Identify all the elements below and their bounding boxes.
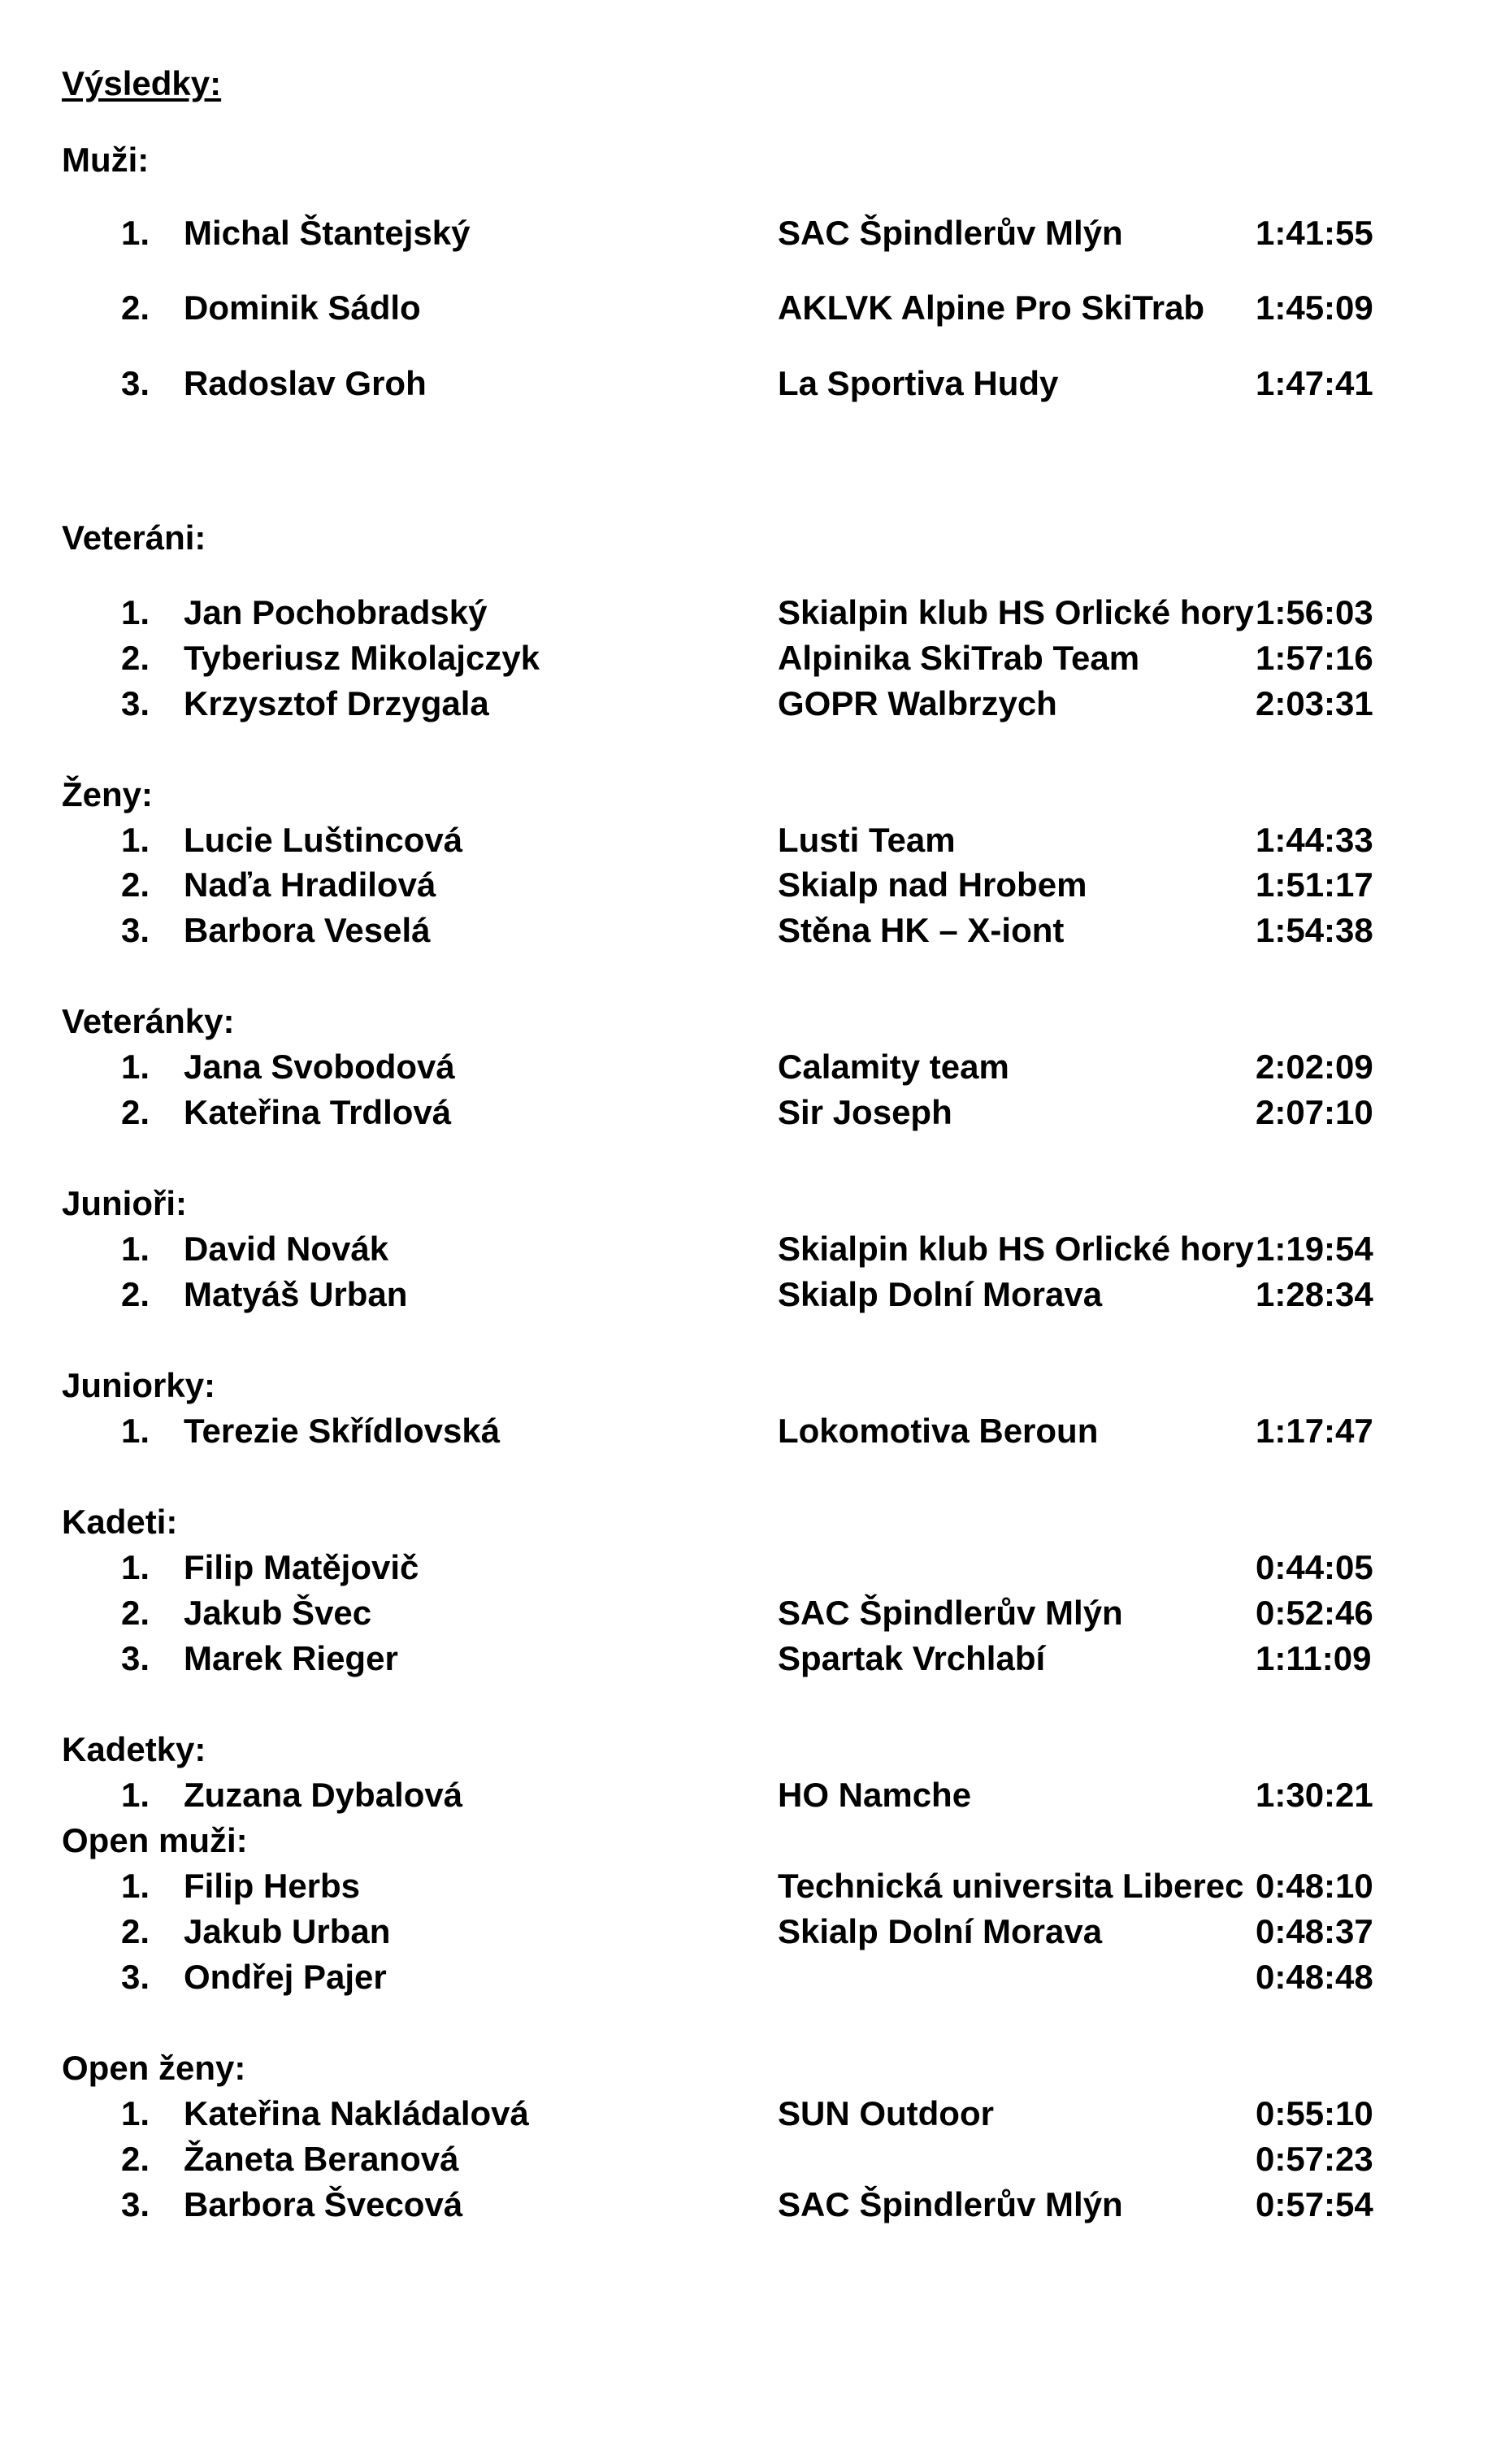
athlete-name: Kateřina Trdlová [184,1093,452,1131]
finish-time: 2:02:09 [1256,1048,1373,1086]
rank-number: 1. [120,214,150,252]
club-name: HO Namche [778,1776,972,1814]
result-row [0,1911,1501,1952]
result-row [0,1866,1501,1907]
finish-time: 1:47:41 [1256,364,1373,402]
athlete-name: David Novák [184,1230,389,1268]
athlete-name: Michal Štantejský [184,214,471,252]
result-row [0,2184,1501,2225]
finish-time: 1:41:55 [1256,214,1373,252]
athlete-name: Radoslav Groh [184,364,427,402]
rank-number: 3. [120,911,150,949]
athlete-name: Jan Pochobradský [184,593,488,631]
club-name: AKLVK Alpine Pro SkiTrab [778,288,1205,327]
rank-number: 1. [120,1776,150,1814]
rank-number: 3. [120,684,150,722]
finish-time: 1:45:09 [1256,288,1373,327]
athlete-name: Barbora Veselá [184,911,431,949]
result-row [0,865,1501,905]
club-name: Lokomotiva Beroun [778,1412,1099,1450]
athlete-name: Barbora Švecová [184,2185,463,2223]
club-name: SAC Špindlerův Mlýn [778,2185,1123,2223]
result-row [0,1638,1501,1679]
club-name: Skialp nad Hrobem [778,865,1087,904]
category-heading: Open muži: [62,1821,248,1859]
finish-time: 0:52:46 [1256,1594,1373,1632]
athlete-name: Krzysztof Drzygala [184,684,489,722]
club-name: Stěna HK – X-iont [778,911,1065,949]
finish-time: 1:30:21 [1256,1776,1373,1814]
result-row [0,910,1501,951]
category-heading: Veteráni: [62,518,206,557]
athlete-name: Zuzana Dybalová [184,1776,463,1814]
category-heading: Muži: [62,141,150,179]
result-row [0,1092,1501,1133]
category-heading: Ženy: [62,775,154,813]
finish-time: 1:51:17 [1256,865,1373,904]
club-name: La Sportiva Hudy [778,364,1059,402]
finish-time: 0:48:48 [1256,1958,1373,1996]
rank-number: 3. [120,1639,150,1677]
athlete-name: Filip Herbs [184,1867,361,1905]
result-row [0,363,1501,404]
finish-time: 1:44:33 [1256,821,1373,859]
finish-time: 0:55:10 [1256,2094,1373,2132]
club-name: Technická universita Liberec [778,1867,1244,1905]
result-row [0,592,1501,633]
rank-number: 1. [120,1412,150,1450]
finish-time: 0:44:05 [1256,1548,1373,1586]
rank-number: 2. [120,1594,150,1632]
club-name: Alpinika SkiTrab Team [778,639,1140,677]
club-name: SAC Špindlerův Mlýn [778,1594,1123,1632]
rank-number: 2. [120,639,150,677]
result-row [0,288,1501,328]
category-heading: Kadeti: [62,1503,178,1541]
club-name: Spartak Vrchlabí [778,1639,1046,1677]
result-row [0,213,1501,254]
finish-time: 0:48:37 [1256,1912,1373,1950]
club-name: Skialpin klub HS Orlické hory [778,593,1254,631]
athlete-name: Naďa Hradilová [184,865,436,904]
club-name: SUN Outdoor [778,2094,994,2132]
rank-number: 3. [120,2185,150,2223]
rank-number: 2. [120,1912,150,1950]
result-row [0,1957,1501,1998]
finish-time: 1:19:54 [1256,1230,1373,1268]
finish-time: 1:56:03 [1256,593,1373,631]
athlete-name: Tyberiusz Mikolajczyk [184,639,540,677]
result-row [0,1775,1501,1815]
athlete-name: Terezie Skřídlovská [184,1412,501,1450]
club-name: Skialp Dolní Morava [778,1912,1103,1950]
club-name: GOPR Walbrzych [778,684,1057,722]
club-name: Sir Joseph [778,1093,952,1131]
rank-number: 1. [120,1230,150,1268]
category-heading: Junioři: [62,1184,187,1222]
finish-time: 0:48:10 [1256,1867,1373,1905]
athlete-name: Matyáš Urban [184,1275,408,1313]
category-heading: Juniorky: [62,1366,216,1404]
category-heading: Veteránky: [62,1002,235,1040]
club-name: Skialpin klub HS Orlické hory [778,1230,1254,1268]
finish-time: 0:57:54 [1256,2185,1373,2223]
page-title: Výsledky: [62,64,222,102]
category-heading: Kadetky: [62,1730,206,1768]
rank-number: 1. [120,1548,150,1586]
rank-number: 1. [120,593,150,631]
rank-number: 2. [120,2140,150,2178]
rank-number: 3. [120,364,150,402]
result-row [0,2093,1501,2134]
club-name: SAC Špindlerův Mlýn [778,214,1123,252]
rank-number: 3. [120,1958,150,1996]
rank-number: 2. [120,865,150,904]
result-row [0,1047,1501,1087]
club-name: Skialp Dolní Morava [778,1275,1103,1313]
rank-number: 2. [120,288,150,327]
rank-number: 1. [120,821,150,859]
rank-number: 1. [120,2094,150,2132]
finish-time: 1:11:09 [1256,1639,1372,1677]
athlete-name: Jakub Švec [184,1594,372,1632]
finish-time: 2:03:31 [1256,684,1373,722]
finish-time: 1:17:47 [1256,1412,1373,1450]
result-row [0,1547,1501,1588]
rank-number: 2. [120,1093,150,1131]
rank-number: 1. [120,1867,150,1905]
category-heading: Open ženy: [62,2049,246,2087]
finish-time: 2:07:10 [1256,1093,1373,1131]
athlete-name: Filip Matějovič [184,1548,419,1586]
athlete-name: Ondřej Pajer [184,1958,387,1996]
result-row [0,820,1501,861]
athlete-name: Žaneta Beranová [184,2140,459,2178]
result-row [0,638,1501,679]
result-row [0,1274,1501,1315]
club-name: Lusti Team [778,821,956,859]
result-row [0,1229,1501,1269]
athlete-name: Lucie Luštincová [184,821,463,859]
finish-time: 1:28:34 [1256,1275,1373,1313]
club-name: Calamity team [778,1048,1009,1086]
result-row [0,683,1501,724]
athlete-name: Jana Svobodová [184,1048,455,1086]
result-row [0,2139,1501,2180]
finish-time: 0:57:23 [1256,2140,1373,2178]
athlete-name: Dominik Sádlo [184,288,421,327]
athlete-name: Marek Rieger [184,1639,398,1677]
athlete-name: Kateřina Nakládalová [184,2094,529,2132]
finish-time: 1:54:38 [1256,911,1373,949]
rank-number: 1. [120,1048,150,1086]
athlete-name: Jakub Urban [184,1912,391,1950]
result-row [0,1593,1501,1633]
result-row [0,1411,1501,1451]
finish-time: 1:57:16 [1256,639,1373,677]
rank-number: 2. [120,1275,150,1313]
